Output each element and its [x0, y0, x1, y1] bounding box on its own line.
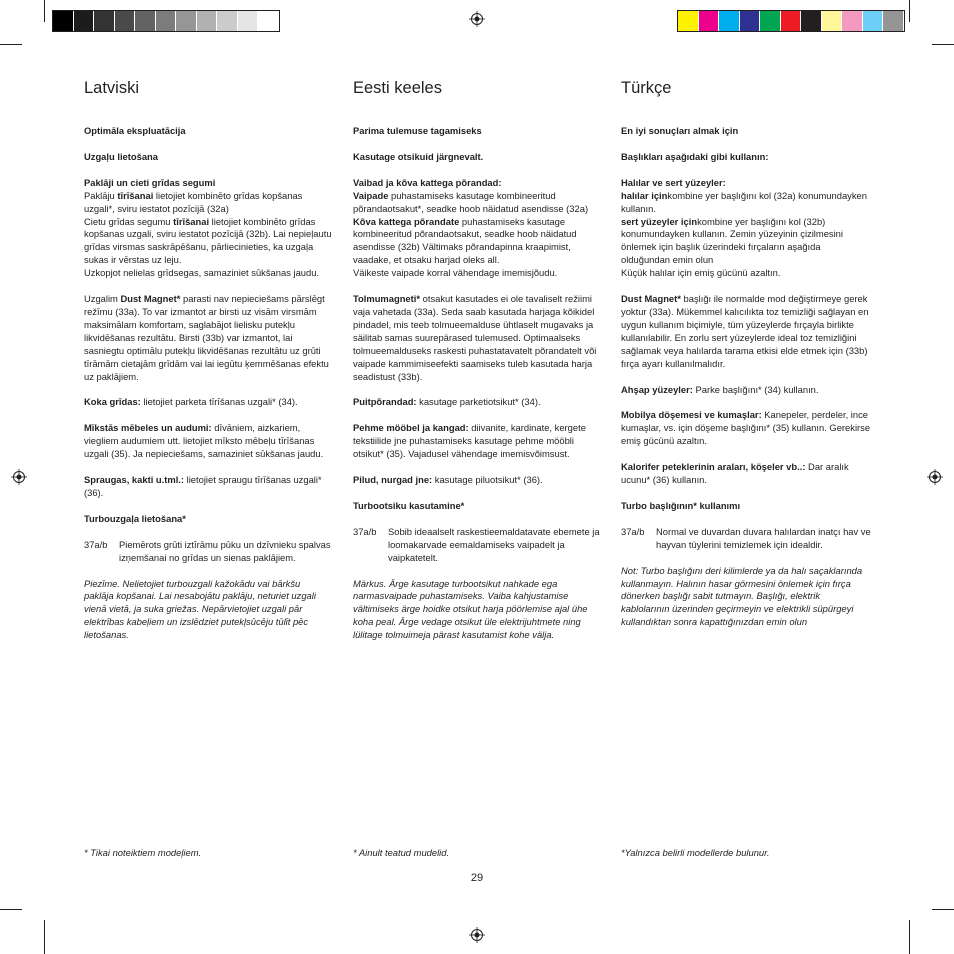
heading: Halılar ve sert yüzeyler:	[621, 176, 726, 188]
text: sert yüzeyler için	[621, 215, 698, 227]
heading: Kasutage otsikuid järgnevalt.	[353, 150, 484, 162]
paragraph	[84, 177, 332, 280]
text: otsakut kasutades ei ole tavaliselt režiimi vaja vahetada (33a). Seda saab kasutada harjaga kõikidel pindadel, mis teeb tolmueemalduse ühtlaselt mugavaks ja säilitab samas suurepärased tulemused. Optimaalseks tolmueemalduseks raskesti puhastatavatelt põrandatelt või vaipade kammimiseefekti saamiseks tuleb kasutada harja seadistust (33b).	[353, 293, 597, 382]
text: Tolmumagneti*	[353, 293, 421, 305]
paragraph	[84, 474, 332, 500]
heading: Vaibad ja kõva kattega põrandad:	[353, 176, 502, 188]
crop-mark	[909, 0, 910, 22]
text: Koka grīdas:	[84, 396, 141, 408]
paragraph	[353, 422, 601, 461]
crop-mark	[44, 0, 45, 22]
paragraph	[621, 461, 871, 487]
text: puhastamiseks kasutage kombineeritud põrandaotsakut, seadke hoob näidatud asendisse (32b) Vältimaks põrandapinna kraapimist, vaadake, et otsaku harjad oleks all.	[353, 215, 577, 266]
color-swatch	[94, 11, 115, 31]
color-swatch	[883, 11, 904, 31]
paragraph	[621, 177, 871, 280]
crop-mark	[932, 44, 954, 45]
text: kasutage piluotsikut* (36).	[432, 474, 543, 486]
text: kombine yer başlığını kol (32b) konumundayken kullanın. Zemin yüzeyinin çizilmesini önlemek için başlık üzerindeki fırçaların aşağıda olduğundan emin olun	[621, 215, 843, 266]
section-title: Türkçe	[621, 79, 672, 97]
heading: En iyi sonuçları almak için	[621, 125, 739, 136]
color-swatch	[176, 11, 197, 31]
text: Dar aralık ucunu* (36) kullanın.	[621, 461, 849, 486]
color-swatch	[760, 11, 781, 31]
color-calibration-bar	[677, 10, 905, 32]
color-swatch	[156, 11, 177, 31]
registration-mark-icon	[11, 469, 27, 485]
text: Mobilya döşemesi ve kumaşlar:	[621, 409, 762, 421]
crop-mark	[0, 44, 22, 45]
text: Dust Magnet*	[120, 293, 181, 305]
text: lietojiet kombinēto grīdas kopšanas uzgali, sviru iestatot pozīcijā (32b). Lai nepieļautu grīdas virsmas saskrāpēšanu, pārliecinieties, ka uzgaļa sukas ir vērstas uz leju.	[84, 215, 332, 266]
text: puhastamiseks kasutage kombineeritud põrandaotsakut*, seadke hoob näidatud asendisse (32a)	[353, 189, 589, 214]
text: Parke başlığını* (34) kullanın.	[692, 383, 819, 395]
color-swatch	[740, 11, 761, 31]
text: Paklāju	[84, 189, 118, 201]
heading: Parima tulemuse tagamiseks	[353, 125, 482, 136]
text: tīrīšanai	[117, 189, 154, 201]
numbered-item	[353, 526, 601, 565]
text: Uzgalim	[84, 293, 121, 305]
section-title: Latviski	[84, 79, 140, 97]
paragraph	[84, 396, 332, 409]
text: Ahşap yüzeyler:	[621, 383, 693, 395]
item-number: 37a/b	[353, 525, 377, 537]
text: tīrīšanai	[173, 215, 210, 227]
footnote: *Yalnızca belirli modellerde bulunur.	[621, 847, 770, 858]
text: Cietu grīdas segumu	[84, 215, 174, 227]
paragraph	[621, 409, 871, 448]
paragraph	[84, 422, 332, 461]
note: Piezīme. Nelietojiet turbouzgali kažokādu vai bārkšu paklāja kopšanai. Lai nesabojātu paklāju, neturiet uzgali vienā vietā, ja suka griežas. Nepārvietojiet uzgali pār elektrības kabeļiem un izslēdziet putekļsūcēju tūlīt pēc lietošanas.	[84, 577, 316, 641]
text: Vaipade	[353, 189, 389, 201]
item-text: Piemērots grūti iztīrāmu pūku un dzīvnieku spalvas izņemšanai no grīdas un sienas paklājiem.	[119, 538, 331, 563]
crop-mark	[44, 920, 45, 954]
grayscale-calibration-bar	[52, 10, 280, 32]
crop-mark	[932, 909, 954, 910]
text: Spraugas, kakti u.tml.:	[84, 474, 185, 486]
text: kasutage parketiotsikut* (34).	[416, 396, 541, 408]
color-swatch	[135, 11, 156, 31]
text: Uzkopjot nelielas grīdsegas, samaziniet sūkšanas jaudu.	[84, 267, 320, 279]
text: Kalorifer peteklerinin araları, köşeler vb..:	[621, 461, 806, 473]
text: lietojiet spraugu tīrīšanas uzgali* (36).	[84, 474, 322, 498]
note: Not: Turbo başlığını deri kilimlerde ya da halı saçaklarında kullanmayın. Halının hasar görmesini önlemek için fırça dönerken başlığı sabit tutmayın. Başlığı, elektrik kablolarının üzerinden geçirmeyin ve elektrikli süpürgeyi kullandıktan sonra kapattığınızdan emin olun	[621, 564, 863, 628]
heading: Turbootsiku kasutamine*	[353, 499, 465, 511]
heading: Başlıkları aşağıdaki gibi kullanın:	[621, 150, 769, 162]
crop-mark	[0, 909, 22, 910]
text: dīvāniem, aizkariem, viegliem audumiem utt. lietojiet mīksto mēbeļu tīrīšanas uzgali (35). Ja nepieciešams, samaziniet sūkšanas jaudu.	[84, 422, 324, 460]
heading: Turbo başlığının* kullanımı	[621, 499, 741, 511]
heading: Turbouzgaļa lietošana*	[84, 512, 186, 524]
color-swatch	[719, 11, 740, 31]
text: parasti nav nepieciešams pārslēgt režīmu (33a). To var izmantot ar birsti uz visām virsmām maksimālam komfortam, saglabājot lielisku putekļu likvidēšanas rezultātu. Birsti (33b) var izmantot, lai sasniegtu optimālu putekļu likvidēšanas rezultātu uz grūti tīrāmām cietajām grīdām vai lai iegūtu ķemmēšanas efektu uz paklājiem.	[84, 293, 329, 382]
color-swatch	[238, 11, 259, 31]
text: Küçük halılar için emiş gücünü azaltın.	[621, 267, 781, 279]
registration-mark-icon	[469, 11, 485, 27]
text: Puitpõrandad:	[353, 396, 417, 408]
color-swatch	[53, 11, 74, 31]
text: Kõva kattega põrandate	[353, 215, 460, 227]
paragraph	[621, 293, 871, 370]
paragraph	[353, 177, 601, 280]
column-latvian	[84, 78, 332, 655]
numbered-item	[84, 539, 332, 565]
text: Mīkstās mēbeles un audumi:	[84, 422, 212, 434]
text: Kanepeler, perdeler, ince kumaşlar, vs. için döşeme başlığını* (35) kullanın. Gerekirse emiş gücünü azaltın.	[621, 409, 871, 447]
color-swatch	[822, 11, 843, 31]
color-swatch	[781, 11, 802, 31]
heading: Uzgaļu lietošana	[84, 150, 158, 162]
column-turkish	[621, 78, 871, 642]
page-number: 29	[470, 872, 484, 884]
item-number: 37a/b	[621, 525, 645, 537]
text: lietojiet parketa tīrīšanas uzgali* (34).	[140, 396, 298, 408]
registration-mark-icon	[469, 927, 485, 943]
crop-mark	[909, 920, 910, 954]
text: Dust Magnet*	[621, 293, 681, 305]
color-swatch	[217, 11, 238, 31]
paragraph	[353, 293, 601, 383]
color-swatch	[699, 11, 720, 31]
heading: Paklāji un cieti grīdas segumi	[84, 176, 216, 188]
item-text: Sobib ideaalselt raskestieemaldatavate ebemete ja loomakarvade eemaldamiseks vaipadelt ja vaipkatetelt.	[388, 525, 600, 563]
color-swatch	[801, 11, 822, 31]
item-text: Normal ve duvardan duvara halılardan inatçı hav ve hayvan tüylerini temizlemek için idealdir.	[656, 525, 871, 550]
text: Pehme mööbel ja kangad:	[353, 422, 469, 434]
registration-mark-icon	[927, 469, 943, 485]
column-estonian	[353, 78, 601, 655]
text: lietojiet kombinēto grīdas kopšanas uzgali*, sviru iestatot pozīcijā (32a)	[84, 189, 303, 214]
paragraph	[84, 293, 332, 383]
numbered-item	[621, 526, 871, 552]
color-swatch	[842, 11, 863, 31]
color-swatch	[678, 11, 699, 31]
paragraph	[353, 474, 601, 487]
color-swatch	[74, 11, 95, 31]
paragraph	[621, 384, 871, 397]
color-swatch	[863, 11, 884, 31]
heading: Optimāla ekspluatācija	[84, 125, 186, 136]
text: diivanite, kardinate, kergete tekstiilide jne puhastamiseks kasutage pehme mööbli otsikut* (35). Vajadusel vähendage imemisvõimsust.	[353, 422, 586, 460]
text: Pilud, nurgad jne:	[353, 474, 433, 486]
text: kombine yer başlığını kol (32a) konumundayken kullanın.	[621, 189, 867, 214]
paragraph	[353, 396, 601, 409]
footnote: * Ainult teatud mudelid.	[353, 847, 450, 858]
section-title: Eesti keeles	[353, 79, 442, 97]
text: halılar için	[621, 189, 668, 201]
color-swatch	[197, 11, 218, 31]
color-swatch	[258, 11, 279, 31]
color-swatch	[115, 11, 136, 31]
item-number: 37a/b	[84, 538, 108, 550]
note: Märkus. Ärge kasutage turbootsikut nahkade ega narmasvaipade puhastamiseks. Vaiba kahjustamise vältimiseks ärge hoidke otsikut harja pöörlemise ajal ühe koha peal. Ärge vedage otsikut üle elektrijuhtmete ning lülitage tolmuimeja pärast kasutamist kohe välja.	[353, 577, 588, 641]
footnote: * Tikai noteiktiem modeļiem.	[84, 847, 202, 858]
text: başlığı ile normalde mod değiştirmeye gerek yoktur (33a). Mükemmel kalıcılıkta toz temizliği sağlayan en uygun kullanım biçimiyle, tüm yüzeylerde fırçayla birlikte kullanılabilir. En zorlu sert yüzeylerde ideal toz temizliğini sağlamak veya halılarda tarama etkisi elde etmek için (33b) fırça ayarı kullanılmalıdır.	[621, 293, 869, 369]
text: Väikeste vaipade korral vähendage imemisjõudu.	[353, 267, 558, 279]
